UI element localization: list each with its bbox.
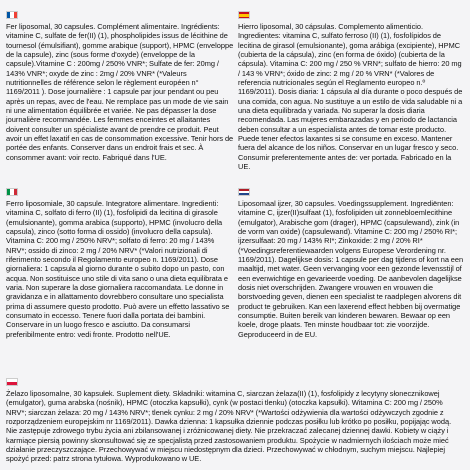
flag-stripe-red	[14, 189, 17, 195]
flag-stripe-red	[7, 382, 17, 385]
flag-stripe-red-bottom	[239, 17, 249, 19]
section-dutch	[238, 188, 464, 339]
italian-text: Ferro liposomiale, 30 capsule. Integratore alimentare. Ingredienti: vitamina C, solfato di ferro (II) (1), fosfolipidi da lecitina di girasole (emulsionante), gomma arabica (supporto), HPMC (involucro della capsula), zinco (sotto forma di ossido) (involucro della capsula). Vitamina C: 200 mg / 250% NRV*; solfato di ferro: 20 mg / 143% NRV*; ossido di zinco: 2 mg / 20% NRV* (*Valori nutrizionali di riferimento secondo il Regolamento europeo n. 1169/2011). Dose giornaliera: 1 capsula al giorno durante o subito dopo un pasto, con acqua. Non sostituisce uno stile di vita sano o una dieta equilibrata e varia. Non superare la dose giornaliera raccomandata. Le donne in gravidanza e in allattamento dovrebbero consultare uno specialista prima di assumere questo prodotto. Può avere un effetto lassativo se consumato in eccesso. Tenere fuori dalla portata dei bambini. Conservare in un luogo fresco e asciutto. Da consumarsi preferibilmente entro: vedi fronte. Prodotto nell'UE.	[6, 199, 230, 339]
section-spanish	[238, 11, 464, 172]
spanish-text: Hierro liposomal, 30 cápsulas. Complemento alimenticio. Ingredientes: vitamina C, sulfato ferroso (II) (1), fosfolípidos de lecitina de girasol (emulsionante), goma arábiga (excipiente), HPMC (cubierta de la cápsula), zinc (en forma de óxido) (cubierta de la cápsula). Vitamina C: 200 mg / 250 % VRN*; sulfato de hierro: 20 mg / 143 % VRN*; óxido de zinc: 2 mg / 20 % VRN* (*Valores de referencia nutricionales según el Reglamento europeo n.º 1169/2011). Dosis diaria: 1 cápsula al día durante o poco después de una comida, con agua. No sustituye a un estilo de vida saludable ni a una dieta equilibrada y variada. No superar la dosis diaria recomendada. Las mujeres embarazadas y en periodo de lactancia deben consultar a un especialista antes de tomar este producto. Puede tener efectos laxantes si se consume en exceso. Mantener fuera del alcance de los niños. Conservar en un lugar fresco y seco. Consumir preferentemente antes de: ver portada. Fabricado en la UE.	[238, 22, 463, 172]
flag-stripe-red	[14, 12, 17, 18]
italy-flag-icon	[6, 188, 18, 196]
section-polish	[6, 378, 464, 464]
netherlands-flag-icon	[238, 188, 250, 196]
dutch-text: Liposomaal ijzer, 30 capsules. Voedingssupplement. Ingrediënten: vitamine C, ijzer(II)sulfaat (1), fosfolipiden uit zonnebloemlecithine (emulgator), Arabische gom (drager), HPMC (capsulewand), zink (in de vorm van oxide) (capsulewand). Vitamine C: 200 mg / 250% RI*; ijzersulfaat: 20 mg / 143% RI*; Zinkoxide: 2 mg / 20% RI* (*Voedingsreferentiewaarden volgens Europese Verordening nr. 1169/2011). Dagelijkse dosis: 1 capsule per dag tijdens of kort na een maaltijd, met water. Geen vervanging voor een gezonde levensstijl of een evenwichtige en gevarieerde voeding. De aanbevolen dagelijkse dosis niet overschrijden. Zwangere vrouwen en vrouwen die borstvoeding geven, dienen een specialist te raadplegen alvorens dit product te gebruiken. Kan een laxerend effect hebben bij overmatige consumptie. Buiten bereik van kinderen bewaren. Bewaar op een koele, droge plaats. Ten minste houdbaar tot: zie voorzijde. Geproduceerd in de EU.	[238, 199, 464, 339]
section-french	[6, 11, 234, 162]
poland-flag-icon	[6, 378, 18, 386]
flag-stripe-blue	[239, 193, 249, 195]
section-italian	[6, 188, 234, 339]
polish-text: Żelazo liposomalne, 30 kapsułek. Suplement diety. Składniki: witamina C, siarczan żelaza(II) (1), fosfolipidy z lecytyny słonecznikowej (emulgator), guma arabska (nośnik), HPMC (otoczka kapsułki), cynk (w postaci tlenku) (otoczka kapsułki). Witamina C: 200 mg / 250% NRV*; siarczan żelaza: 20 mg / 143% NRV*; tlenek cynku: 2 mg / 20% NRV* (*Wartości odżywienia dla wartości odżywczych zgodnie z rozporządzeniem europejskim nr 1169/2011). Dawka dzienna: 1 kapsułka dziennie podczas posiłku lub krótko po posiłku, popijając wodą. Nie zastępuje zdrowego trybu życia ani zbilansowanej i zróżnicowanej diety. Nie przekraczać zalecanej dziennej dawki. Kobiety w ciąży i karmiące piersią powinny skonsultować się ze specjalistą przed zastosowaniem produktu. Spożycie w nadmiernych ilościach może mieć działanie przeczyszczające. Przechowywać w miejscu niedostępnym dla dzieci. Przechowywać w chłodnym, suchym miejscu. Najlepiej spożyć przed: patrz strona tytułowa. Wyprodukowano w UE.	[6, 389, 452, 464]
french-text: Fer liposomal, 30 capsules. Complément alimentaire. Ingrédients: vitamine C, sulfate de fer(II) (1), phospholipides issus de lécithine de tournesol (émulsifiant), gomme arabique (support), HPMC (enveloppe de la capsule), zinc (sous forme d'oxyde) (enveloppe de la capsule).Vitamine C : 200mg / 250% VNR*; Sulfate de fer: 20mg / 143% VNR*; oxyde de zinc : 2mg / 20% VNR* (*Valeurs nutritionnelles de référence selon le règlement européen n° 1169/2011 ). Dose journalière : 1 capsule par jour pendant ou peu après un repas, avec de l'eau. Ne remplace pas un mode de vie sain ni une alimentation équilibrée et variée. Ne pas dépasser la dose journalière recommandée. Les femmes enceintes et allaitantes doivent consulter un spécialiste avant de prendre ce produit. Peut avoir un effet laxatif en cas de consommation excessive. Tenir hors de portée des enfants. Conserver dans un endroit frais et sec. À consommer avant: voir recto. Fabriqué dans l'UE.	[6, 22, 234, 162]
spain-flag-icon	[238, 11, 250, 19]
france-flag-icon	[6, 11, 18, 19]
